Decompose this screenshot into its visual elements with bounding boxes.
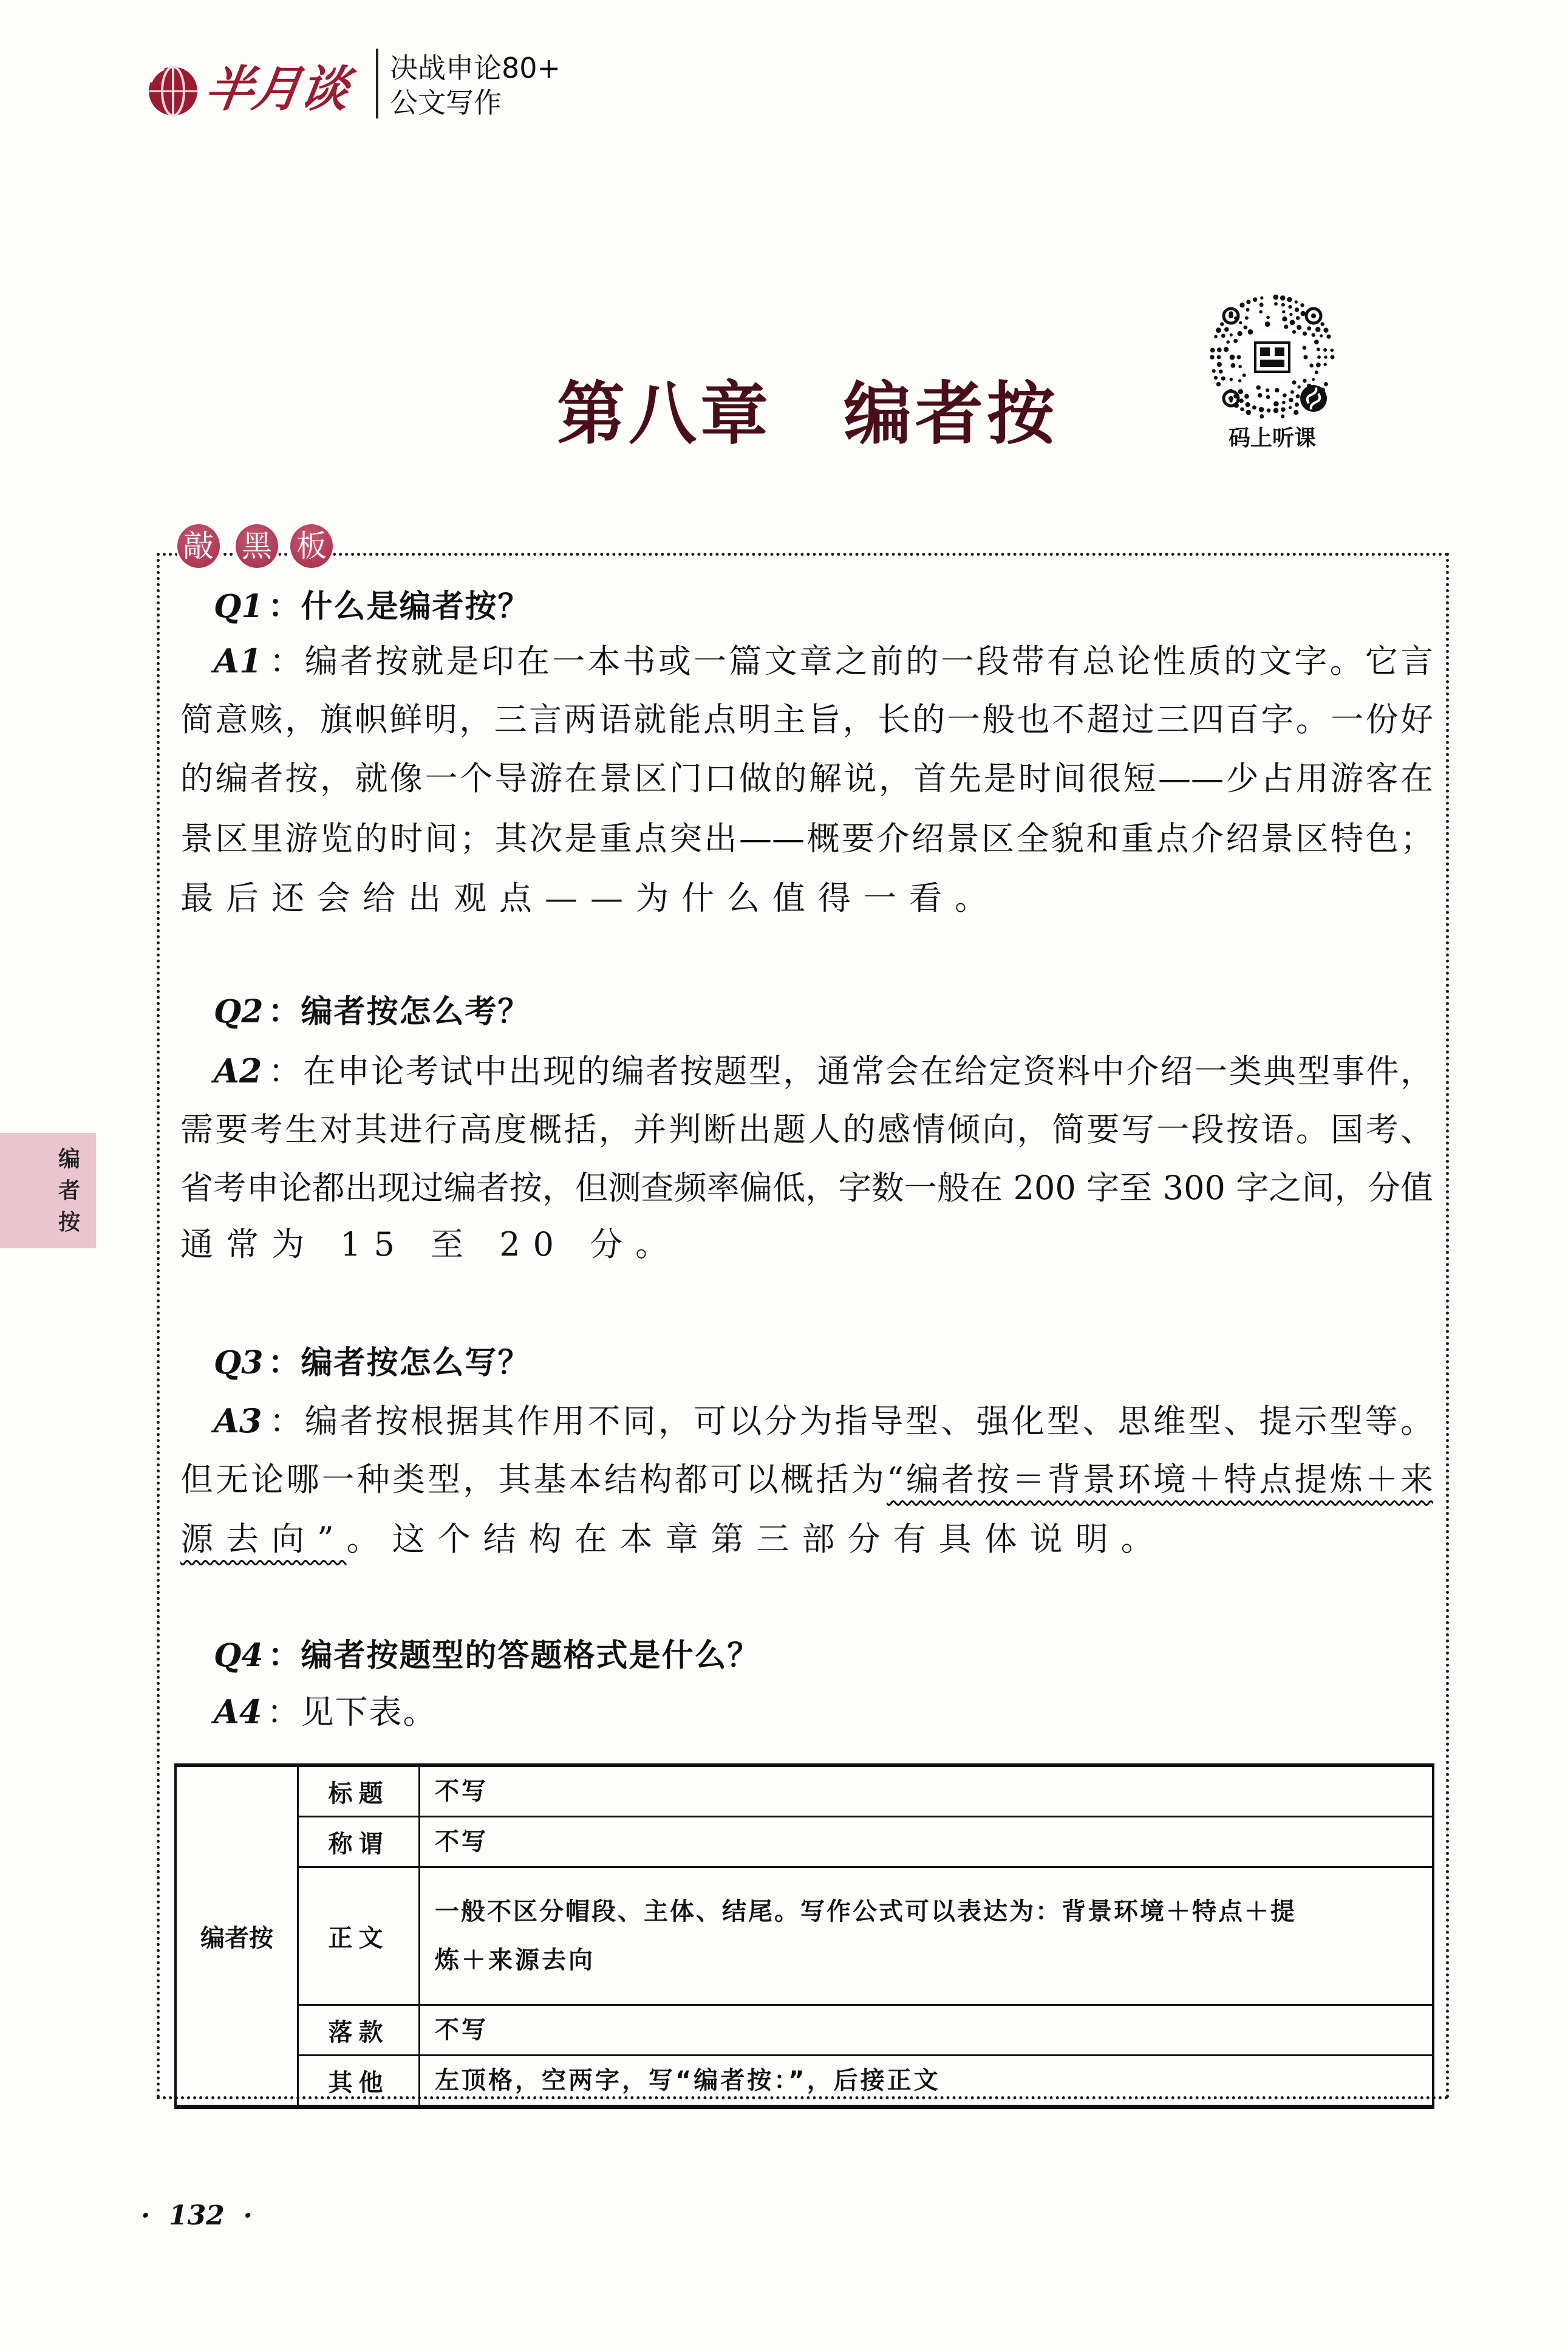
- table-value: 不写: [420, 1765, 1434, 1817]
- header-divider: [376, 49, 378, 118]
- table-value-line: 一般不区分帽段、主体、结尾。写作公式可以表达为：背景环境＋特点＋提: [435, 1898, 1297, 1926]
- question-text: ：编者按怎么考？: [268, 994, 531, 1030]
- page-number: · 132 ·: [141, 2200, 253, 2231]
- format-table: [174, 1763, 1434, 2109]
- table-field: 其他: [298, 2056, 420, 2107]
- question-text: ：编者按怎么写？: [268, 1345, 531, 1381]
- globe-logo-icon: [146, 64, 200, 118]
- formula-underlined: “编者按＝背景环境＋特点提炼＋来: [887, 1460, 1434, 1499]
- answer-text: 但无论哪一种类型，其基本结构都可以概括为: [180, 1460, 887, 1499]
- table-row: [176, 1867, 1433, 2005]
- a-label: A2: [214, 1051, 262, 1090]
- answer-1-line-2: 简意赅，旗帜鲜明，三言两语就能点明主旨，长的一般也不超过三四百字。一份好: [180, 700, 1433, 739]
- table-row: [176, 1765, 1433, 1817]
- question-text: ：什么是编者按？: [268, 589, 531, 625]
- table-field: 称谓: [298, 1817, 420, 1867]
- qr-caption: 码上听课: [1228, 426, 1316, 451]
- book-title-line2: 公文写作: [390, 86, 502, 119]
- chapter-title: 第八章 编者按: [557, 374, 1058, 454]
- badge-hei: 黑: [236, 524, 278, 568]
- table-group-label: 编者按: [176, 1765, 298, 2107]
- answer-1-line-5: 最后还会给出观点——为什么值得一看。: [180, 879, 1000, 917]
- table-value: 不写: [420, 1817, 1434, 1867]
- table-field: 落款: [298, 2005, 420, 2056]
- table-value-line: 炼＋来源去向: [435, 1946, 595, 1974]
- question-1: [214, 577, 531, 637]
- answer-3-line-3: [180, 1509, 1433, 1568]
- answer-2-line-2: 需要考生对其进行高度概括，并判断出题人的感情倾向，简要写一段按语。国考、: [180, 1110, 1433, 1149]
- q-label: Q3: [214, 1344, 264, 1381]
- answer-text: ：在申论考试中出现的编者按题型，通常会在给定资料中介绍一类典型事件，: [267, 1052, 1433, 1090]
- q-label: Q1: [214, 588, 264, 625]
- table-field: 标题: [298, 1765, 420, 1817]
- answer-4: [214, 1683, 437, 1742]
- table-row: [176, 2056, 1433, 2107]
- answer-2-line-1: [214, 1042, 1433, 1101]
- table-row: [176, 2005, 1433, 2056]
- formula-underlined-end: 源去向”: [180, 1520, 347, 1558]
- q-label: Q2: [214, 993, 264, 1030]
- answer-3-line-1: [214, 1392, 1433, 1451]
- table-row: [176, 1817, 1433, 1867]
- answer-1-line-3: 的编者按，就像一个导游在景区门口做的解说，首先是时间很短——少占用游客在: [180, 759, 1433, 798]
- question-4: [214, 1626, 760, 1686]
- table-field: 正文: [298, 1867, 420, 2005]
- book-title-line1: 决战申论80+: [390, 52, 561, 84]
- badge-ban: 板: [290, 524, 333, 568]
- answer-text: ：编者按根据其作用不同，可以分为指导型、强化型、思维型、提示型等。: [267, 1402, 1433, 1440]
- table-value: 不写: [420, 2005, 1434, 2056]
- question-3: [214, 1333, 531, 1393]
- answer-1-line-4: 景区里游览的时间；其次是重点突出——概要介绍景区全貌和重点介绍景区特色；: [180, 819, 1433, 858]
- answer-text: 。这个结构在本章第三部分有具体说明。: [346, 1520, 1167, 1558]
- side-tab-label: 编者按: [58, 1147, 80, 1235]
- table-value: [420, 1867, 1434, 2005]
- qr-code-icon[interactable]: [1205, 290, 1339, 424]
- answer-text: ：编者按就是印在一本书或一篇文章之前的一段带有总论性质的文字。它言: [267, 642, 1433, 680]
- answer-3-line-2: [180, 1450, 1433, 1509]
- brand-logo-text: 半月谈: [201, 61, 352, 117]
- chapter-side-tab: [0, 1133, 96, 1248]
- question-2: [214, 982, 531, 1042]
- a-label: A4: [214, 1692, 262, 1731]
- a-label: A1: [214, 641, 262, 680]
- a-label: A3: [214, 1401, 262, 1440]
- badge-qiao: 敲: [177, 524, 220, 568]
- answer-text: ：见下表。: [267, 1693, 437, 1731]
- answer-2-line-3: 省考申论都出现过编者按，但测查频率偏低，字数一般在 200 字至 300 字之间，分值: [180, 1169, 1433, 1207]
- table-value: 左顶格，空两字，写“编者按：”，后接正文: [420, 2056, 1434, 2107]
- q-label: Q4: [214, 1637, 264, 1674]
- question-text: ：编者按题型的答题格式是什么？: [268, 1638, 760, 1674]
- answer-2-line-4: 通常为 15 至 20 分。: [180, 1225, 681, 1263]
- answer-1-line-1: [214, 632, 1433, 691]
